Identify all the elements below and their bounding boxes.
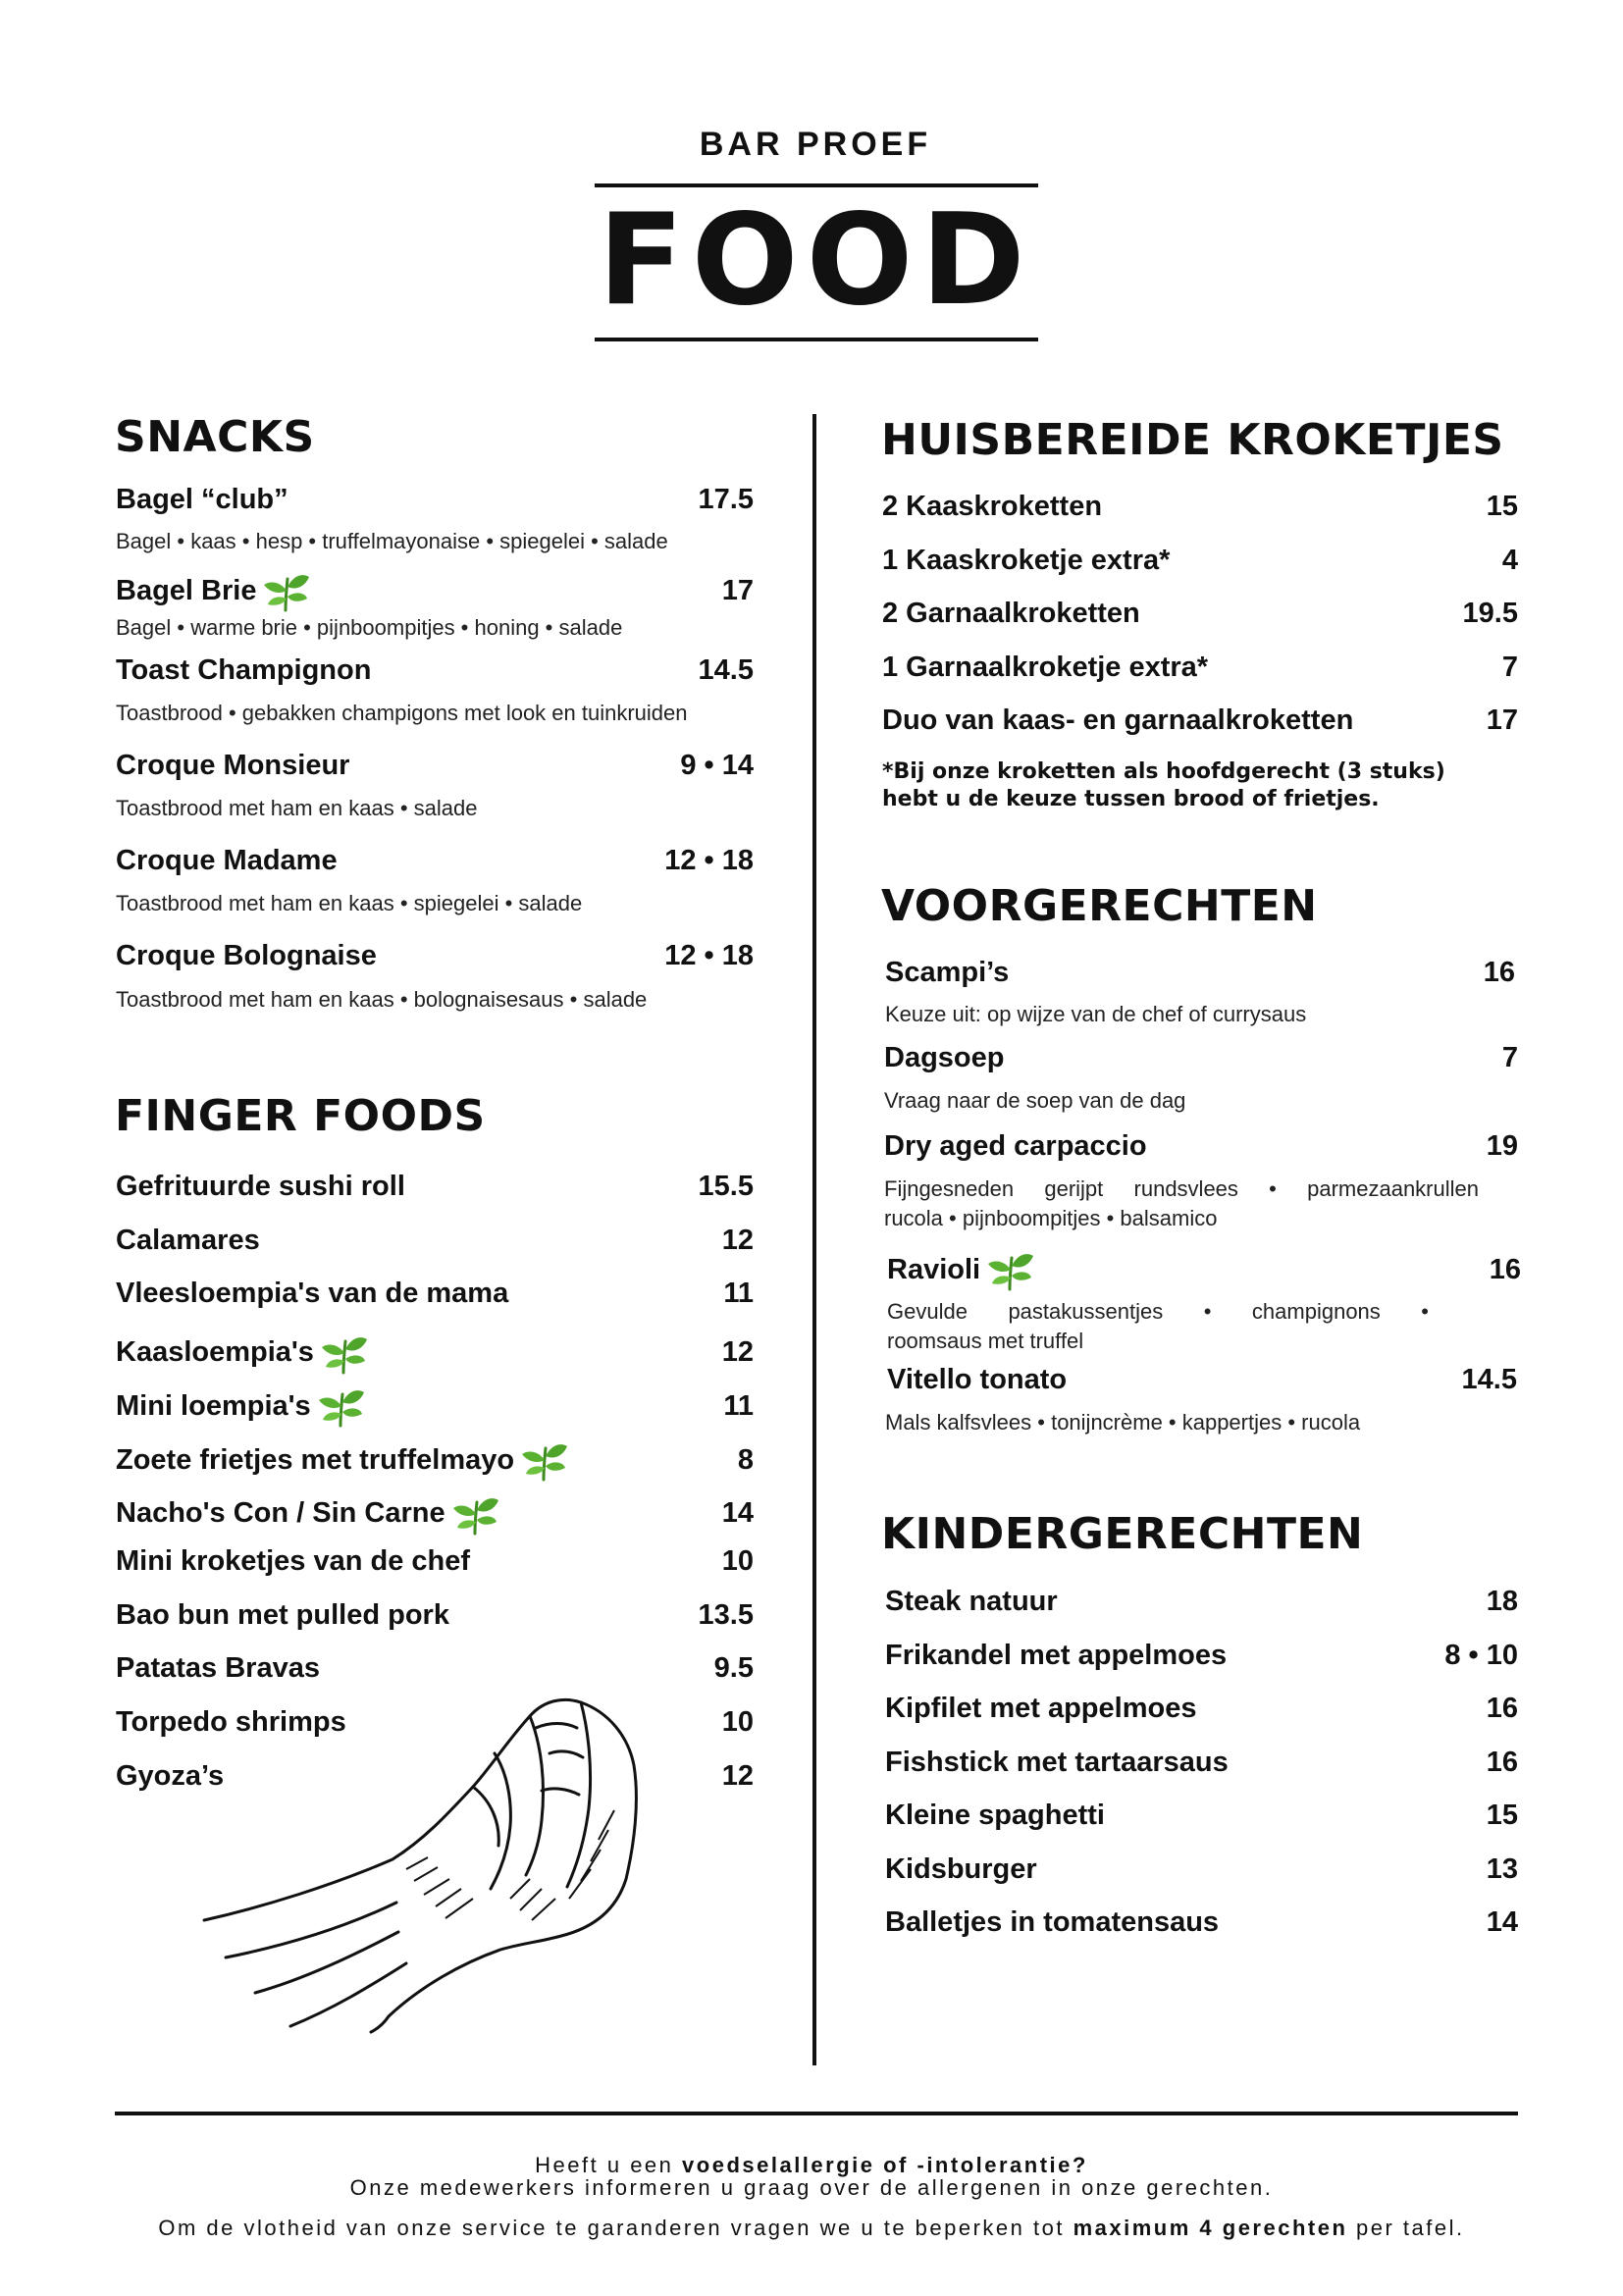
- item-price: 13: [1486, 1852, 1518, 1885]
- item-name: Ravioli: [887, 1253, 981, 1285]
- item-name: Gyoza’s: [116, 1759, 225, 1792]
- item-name: Dagsoep: [884, 1042, 1005, 1073]
- header-rule-bottom: [595, 338, 1038, 341]
- item-price: 9 • 14: [680, 750, 754, 781]
- item-name: 2 Garnaalkroketten: [882, 598, 1140, 629]
- item-price: 14.5: [698, 654, 754, 686]
- menu-item: [116, 1599, 754, 1632]
- brand-name: BAR PROEF: [699, 126, 932, 163]
- menu-item: [885, 1800, 1518, 1832]
- menu-item: [116, 569, 754, 612]
- item-description: Bagel • warme brie • pijnboompitjes • honing • salade: [116, 615, 623, 640]
- section-heading-kindergerechten: KINDERGERECHTEN: [881, 1509, 1364, 1559]
- item-price: 12: [721, 1336, 754, 1369]
- item-name: 1 Garnaalkroketje extra*: [882, 651, 1209, 683]
- item-price: 15: [1486, 491, 1518, 522]
- menu-item: [885, 1747, 1518, 1779]
- item-description: rucola • pijnboompitjes • balsamico: [884, 1206, 1218, 1230]
- item-price: 14.5: [1461, 1364, 1517, 1395]
- page-title: FOOD: [598, 187, 1033, 334]
- menu-item: [887, 1364, 1517, 1396]
- allergy-info: Onze medewerkers informeren u graag over de allergenen in onze gerechten.: [349, 2175, 1274, 2200]
- item-price: 19: [1486, 1130, 1518, 1162]
- menu-item: [882, 545, 1518, 577]
- item-price: 16: [1486, 1693, 1518, 1724]
- menu-item: [116, 1225, 754, 1257]
- item-name: Bao bun met pulled pork: [116, 1598, 449, 1631]
- item-price: 15: [1486, 1800, 1518, 1831]
- item-description: Toastbrood met ham en kaas • bolognaisesaus • salade: [116, 987, 648, 1012]
- item-description: Toastbrood met ham en kaas • salade: [116, 796, 478, 820]
- item-price: 17: [1486, 704, 1518, 736]
- leaf-sprout-icon: [451, 1492, 500, 1536]
- item-name: Nacho's Con / Sin Carne: [116, 1497, 445, 1530]
- item-description: Toastbrood • gebakken champigons met look en tuinkruiden: [116, 701, 688, 725]
- menu-item: [882, 491, 1518, 523]
- allergy-emphasis: voedselallergie of -intolerantie?: [682, 2153, 1088, 2177]
- item-name: Patatas Bravas: [116, 1652, 320, 1685]
- item-description: Vraag naar de soep van de dag: [884, 1088, 1186, 1113]
- item-price: 18: [1486, 1586, 1518, 1617]
- item-price: 14: [721, 1497, 754, 1530]
- menu-item: [885, 1693, 1518, 1725]
- allergy-notice: Heeft u een voedselallergie of -intolerantie?: [535, 2153, 1088, 2177]
- item-name: Toast Champignon: [116, 654, 372, 686]
- item-description: Toastbrood met ham en kaas • spiegelei • salade: [116, 891, 583, 915]
- note-line: hebt u de keuze tussen brood of frietjes.: [882, 787, 1380, 811]
- item-price: 17: [721, 574, 754, 606]
- leaf-sprout-icon: [986, 1248, 1035, 1291]
- item-name: Steak natuur: [885, 1586, 1058, 1617]
- item-price: 14: [1486, 1906, 1518, 1938]
- kroketjes-note: [882, 758, 1445, 813]
- menu-item: [885, 957, 1515, 989]
- item-price: 16: [1483, 957, 1515, 988]
- item-price: 17.5: [698, 484, 754, 515]
- item-price: 16: [1489, 1253, 1521, 1285]
- item-price: 12: [721, 1759, 754, 1792]
- item-name: 2 Kaaskroketten: [882, 491, 1103, 522]
- leaf-sprout-icon: [317, 1384, 366, 1428]
- menu-item: [887, 1248, 1521, 1291]
- section-heading-snacks: SNACKS: [115, 412, 315, 462]
- item-price: 12 • 18: [664, 940, 754, 971]
- note-line: *Bij onze kroketten als hoofdgerecht (3 stuks): [882, 759, 1445, 784]
- item-price: 12: [721, 1224, 754, 1256]
- item-name: Croque Bolognaise: [116, 940, 377, 971]
- item-name: Dry aged carpaccio: [884, 1130, 1147, 1162]
- section-heading-voorgerechten: VOORGERECHTEN: [881, 881, 1318, 931]
- section-heading-kroketjes: HUISBEREIDE KROKETJES: [881, 415, 1504, 465]
- item-price: 13.5: [698, 1598, 754, 1631]
- item-name: Fishstick met tartaarsaus: [885, 1746, 1229, 1778]
- item-name: Kaasloempia's: [116, 1336, 314, 1369]
- item-description: Gevulde pastakussentjes • champignons •: [887, 1299, 1429, 1324]
- menu-item: [885, 1586, 1518, 1618]
- item-price: 4: [1501, 544, 1518, 576]
- item-name: Kleine spaghetti: [885, 1800, 1105, 1831]
- item-price: 9.5: [713, 1652, 754, 1685]
- menu-item: [882, 704, 1518, 737]
- menu-item: [116, 1171, 754, 1203]
- menu-item: [116, 1492, 754, 1536]
- item-price: 12 • 18: [664, 845, 754, 876]
- item-name: Croque Monsieur: [116, 750, 350, 781]
- menu-item: [116, 1545, 754, 1578]
- item-name: Mini loempia's: [116, 1389, 311, 1422]
- item-price: 8 • 10: [1444, 1639, 1518, 1671]
- footer-rule: [115, 2112, 1518, 2115]
- item-name: Calamares: [116, 1224, 260, 1256]
- service-notice: Om de vlotheid van onze service te garanderen vragen we u te beperken tot maximum 4 gerechten per tafel.: [158, 2216, 1465, 2240]
- column-divider: [812, 414, 816, 2065]
- item-name: Vleesloempia's van de mama: [116, 1278, 509, 1310]
- item-name: 1 Kaaskroketje extra*: [882, 544, 1171, 576]
- item-name: Frikandel met appelmoes: [885, 1639, 1228, 1671]
- item-price: 11: [723, 1278, 754, 1310]
- menu-item: [884, 1130, 1518, 1163]
- item-name: Zoete frietjes met truffelmayo: [116, 1443, 515, 1476]
- menu-item: [882, 598, 1518, 630]
- item-name: Bagel Brie: [116, 574, 257, 606]
- menu-item: [116, 654, 754, 687]
- leaf-sprout-icon: [520, 1438, 569, 1482]
- menu-item: [116, 1278, 754, 1310]
- menu-item: [884, 1042, 1518, 1074]
- item-name: Torpedo shrimps: [116, 1706, 346, 1738]
- section-heading-finger-foods: FINGER FOODS: [115, 1091, 486, 1141]
- item-price: 19.5: [1462, 598, 1518, 629]
- item-price: 11: [723, 1389, 754, 1422]
- menu-item: [116, 940, 754, 972]
- item-description: Mals kalfsvlees • tonijncrème • kappertjes • rucola: [885, 1410, 1361, 1435]
- item-price: 10: [721, 1706, 754, 1738]
- item-name: Vitello tonato: [887, 1364, 1068, 1395]
- menu-item: [885, 1640, 1518, 1672]
- item-description: Fijngesneden gerijpt rundsvlees • parmezaankrullen: [884, 1176, 1479, 1201]
- menu-item: [885, 1853, 1518, 1886]
- item-price: 10: [721, 1545, 754, 1578]
- menu-item: [116, 845, 754, 877]
- menu-item: [116, 750, 754, 782]
- item-description: Bagel • kaas • hesp • truffelmayonaise • spiegelei • salade: [116, 529, 668, 553]
- leaf-sprout-icon: [262, 569, 311, 612]
- item-name: Kidsburger: [885, 1852, 1037, 1885]
- item-name: Croque Madame: [116, 845, 338, 876]
- item-price: 15.5: [698, 1171, 754, 1202]
- hand-gesture-illustration: [196, 1693, 677, 2036]
- item-name: Duo van kaas- en garnaalkroketten: [882, 704, 1354, 736]
- menu-item: [116, 1331, 754, 1375]
- menu-item: [116, 1438, 754, 1482]
- item-description: roomsaus met truffel: [887, 1329, 1084, 1353]
- item-name: Bagel “club”: [116, 484, 288, 515]
- leaf-sprout-icon: [320, 1331, 369, 1375]
- item-price: 7: [1501, 651, 1518, 683]
- service-emphasis: maximum 4 gerechten: [1073, 2216, 1348, 2240]
- item-description: Keuze uit: op wijze van de chef of currysaus: [885, 1002, 1307, 1026]
- item-name: Mini kroketjes van de chef: [116, 1545, 471, 1578]
- item-price: 7: [1501, 1042, 1518, 1073]
- item-price: 8: [737, 1443, 754, 1476]
- menu-item: [116, 484, 754, 516]
- menu-item: [116, 1652, 754, 1685]
- menu-item: [885, 1906, 1518, 1939]
- item-name: Scampi’s: [885, 957, 1010, 988]
- item-name: Balletjes in tomatensaus: [885, 1906, 1220, 1938]
- item-price: 16: [1486, 1746, 1518, 1778]
- menu-item: [882, 652, 1518, 684]
- menu-item: [116, 1384, 754, 1428]
- item-name: Kipfilet met appelmoes: [885, 1693, 1197, 1724]
- item-name: Gefrituurde sushi roll: [116, 1171, 405, 1202]
